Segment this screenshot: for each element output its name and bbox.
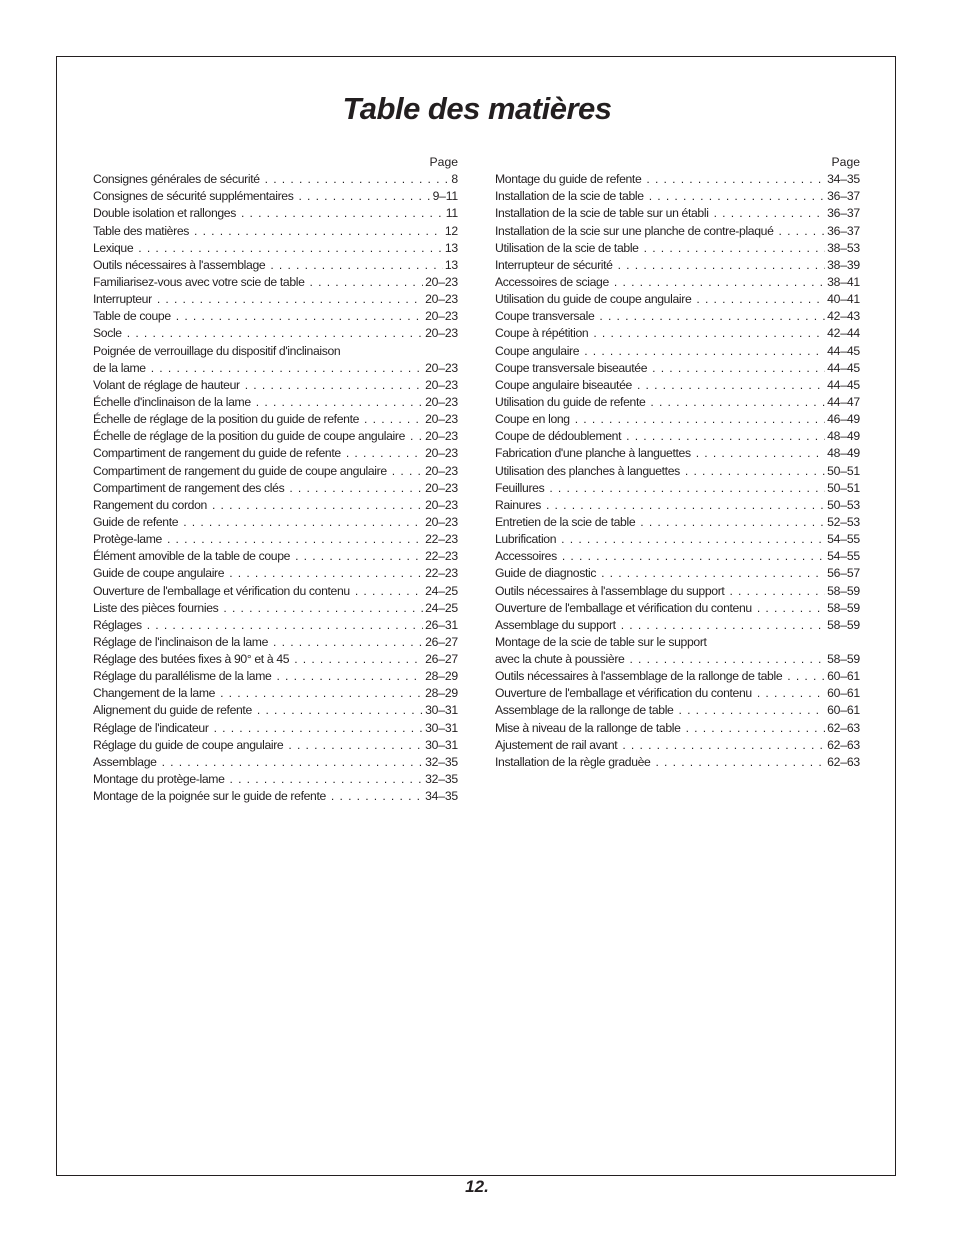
dot-leader bbox=[714, 205, 826, 222]
toc-entry-page: 62–63 bbox=[827, 737, 860, 752]
toc-entry-label: Ouverture de l'emballage et vérification du contenu bbox=[495, 600, 752, 615]
toc-entry-label: Montage du guide de refente bbox=[495, 172, 642, 187]
toc-entry bbox=[495, 291, 860, 308]
toc-entry-label: Table des matières bbox=[93, 223, 189, 238]
dot-leader bbox=[575, 411, 825, 428]
dot-leader bbox=[176, 308, 423, 325]
toc-entry bbox=[495, 565, 860, 582]
dot-leader bbox=[622, 737, 825, 754]
dot-leader bbox=[621, 617, 825, 634]
toc-entry bbox=[495, 514, 860, 531]
toc-entry-page: 20–23 bbox=[425, 463, 458, 478]
toc-entry bbox=[495, 617, 860, 634]
toc-entry-page: 32–35 bbox=[425, 754, 458, 769]
toc-entry-label: Réglage du parallélisme de la lame bbox=[93, 669, 272, 684]
toc-entry bbox=[495, 651, 860, 668]
toc-entry bbox=[495, 548, 860, 565]
dot-leader bbox=[644, 240, 825, 257]
dot-leader bbox=[364, 411, 423, 428]
toc-entry-page: 12 bbox=[444, 223, 458, 238]
toc-entry-label: Utilisation du guide de refente bbox=[495, 394, 646, 409]
toc-entry bbox=[93, 394, 458, 411]
toc-entries-right bbox=[495, 171, 860, 771]
toc-left-column bbox=[93, 154, 458, 805]
toc-entry-label: Coupe angulaire bbox=[495, 343, 580, 358]
toc-entry-label: Compartiment de rangement du guide de refente bbox=[93, 446, 341, 461]
toc-entry-page: 22–23 bbox=[425, 566, 458, 581]
toc-entry-label: Coupe à répétition bbox=[495, 326, 589, 341]
toc-entry bbox=[495, 480, 860, 497]
toc-entry-label: Réglage des butées fixes à 90° et à 45 bbox=[93, 652, 290, 667]
dot-leader bbox=[614, 274, 825, 291]
dot-leader bbox=[410, 428, 423, 445]
toc-entry-label: Échelle de réglage de la position du guide de coupe angulaire bbox=[93, 429, 406, 444]
toc-entry-page: 56–57 bbox=[827, 566, 860, 581]
toc-entry-label: Élément amovible de la table de coupe bbox=[93, 549, 291, 564]
toc-entry bbox=[495, 583, 860, 600]
dot-leader bbox=[270, 257, 443, 274]
dot-leader bbox=[584, 343, 825, 360]
toc-entry bbox=[93, 223, 458, 240]
toc-entry bbox=[495, 428, 860, 445]
toc-entry-label: Feuillures bbox=[495, 480, 545, 495]
dot-leader bbox=[392, 463, 423, 480]
toc-entry-page: 50–51 bbox=[827, 463, 860, 478]
dot-leader bbox=[138, 240, 443, 257]
toc-entry bbox=[93, 583, 458, 600]
toc-entry-label: Volant de réglage de hauteur bbox=[93, 377, 240, 392]
dot-leader bbox=[626, 428, 825, 445]
toc-entry-page: 26–27 bbox=[425, 634, 458, 649]
toc-entry bbox=[495, 463, 860, 480]
toc-entry bbox=[93, 720, 458, 737]
toc-entry-page: 36–37 bbox=[827, 206, 860, 221]
toc-entry-page: 22–23 bbox=[425, 532, 458, 547]
toc-entry-page: 58–59 bbox=[827, 652, 860, 667]
toc-entry-label: Coupe transversale bbox=[495, 309, 595, 324]
dot-leader bbox=[289, 480, 423, 497]
toc-entry-page: 38–53 bbox=[827, 240, 860, 255]
toc-entry bbox=[495, 445, 860, 462]
dot-leader bbox=[629, 651, 825, 668]
toc-entry-page: 30–31 bbox=[425, 737, 458, 752]
toc-entry-page: 13 bbox=[444, 240, 458, 255]
toc-entry bbox=[495, 171, 860, 188]
dot-leader bbox=[601, 565, 825, 582]
toc-entry-page: 50–53 bbox=[827, 497, 860, 512]
toc-entry bbox=[93, 497, 458, 514]
toc-entry-page: 48–49 bbox=[827, 429, 860, 444]
dot-leader bbox=[127, 325, 423, 342]
toc-entry bbox=[93, 445, 458, 462]
toc-entry-page: 22–23 bbox=[425, 549, 458, 564]
toc-entry-page: 52–53 bbox=[827, 514, 860, 529]
toc-entry-label: Coupe en long bbox=[495, 412, 570, 427]
toc-entry-page: 44–45 bbox=[827, 360, 860, 375]
toc-entry-page: 20–23 bbox=[425, 394, 458, 409]
toc-entry bbox=[93, 428, 458, 445]
toc-entry bbox=[495, 411, 860, 428]
toc-entry bbox=[93, 240, 458, 257]
toc-entry-label: Rangement du cordon bbox=[93, 497, 207, 512]
toc-entry-label: de la lame bbox=[93, 360, 146, 375]
toc-entry bbox=[495, 600, 860, 617]
toc-entry-label: Alignement du guide de refente bbox=[93, 703, 252, 718]
toc-entry bbox=[495, 394, 860, 411]
toc-entry bbox=[495, 377, 860, 394]
toc-entry-label: Réglage de l'indicateur bbox=[93, 720, 209, 735]
dot-leader bbox=[757, 685, 825, 702]
toc-entry-page: 20–23 bbox=[425, 292, 458, 307]
dot-leader bbox=[637, 377, 825, 394]
dot-leader bbox=[787, 668, 825, 685]
toc-entry bbox=[93, 171, 458, 188]
dot-leader bbox=[561, 531, 825, 548]
toc-entry bbox=[93, 651, 458, 668]
toc-entry bbox=[495, 668, 860, 685]
toc-entry bbox=[495, 497, 860, 514]
toc-entry-label: avec la chute à poussière bbox=[495, 652, 625, 667]
toc-entry-label: Montage du protège-lame bbox=[93, 772, 225, 787]
dot-leader bbox=[729, 583, 825, 600]
toc-entry bbox=[495, 325, 860, 342]
dot-leader bbox=[640, 514, 825, 531]
toc-entry-page: 24–25 bbox=[425, 583, 458, 598]
toc-entry-label: Interrupteur bbox=[93, 292, 152, 307]
toc-entry-label: Installation de la scie de table sur un établi bbox=[495, 206, 709, 221]
dot-leader bbox=[256, 394, 423, 411]
toc-entry-label: Coupe de dédoublement bbox=[495, 429, 622, 444]
toc-entry bbox=[93, 668, 458, 685]
toc-entry-page: 20–23 bbox=[425, 446, 458, 461]
toc-entries-left bbox=[93, 171, 458, 805]
dot-leader bbox=[593, 325, 825, 342]
toc-entry bbox=[93, 685, 458, 702]
toc-entry-label: Installation de la scie sur une planche de contre-plaqué bbox=[495, 223, 774, 238]
toc-entry bbox=[495, 188, 860, 205]
toc-entry-page: 20–23 bbox=[425, 309, 458, 324]
toc-entry bbox=[93, 737, 458, 754]
dot-leader bbox=[194, 223, 443, 240]
toc-entry-page: 20–23 bbox=[425, 360, 458, 375]
toc-entry-page: 60–61 bbox=[827, 703, 860, 718]
toc-entry-page: 34–35 bbox=[827, 172, 860, 187]
page-number: 12. bbox=[465, 1177, 489, 1196]
toc-entry bbox=[93, 600, 458, 617]
dot-leader bbox=[276, 668, 423, 685]
dot-leader bbox=[599, 308, 825, 325]
dot-leader bbox=[355, 583, 423, 600]
toc-entry bbox=[93, 377, 458, 394]
toc-entry-label: Double isolation et rallonges bbox=[93, 206, 236, 221]
toc-entry-label: Outils nécessaires à l'assemblage bbox=[93, 257, 266, 272]
toc-entry-label: Compartiment de rangement des clés bbox=[93, 480, 285, 495]
page-column-header: Page bbox=[429, 155, 458, 169]
dot-leader bbox=[229, 565, 423, 582]
toc-entry bbox=[93, 771, 458, 788]
toc-entry-label: Accessoires de sciage bbox=[495, 274, 609, 289]
toc-entry-label: Ouverture de l'emballage et vérification du contenu bbox=[495, 686, 752, 701]
dot-leader bbox=[779, 223, 826, 240]
toc-entry bbox=[93, 308, 458, 325]
toc-entry bbox=[93, 480, 458, 497]
toc-entry-label: Utilisation du guide de coupe angulaire bbox=[495, 292, 692, 307]
toc-entry-label: Échelle de réglage de la position du guide de refente bbox=[93, 412, 360, 427]
page-column-header: Page bbox=[831, 155, 860, 169]
dot-leader bbox=[696, 445, 825, 462]
toc-entry-page: 26–27 bbox=[425, 652, 458, 667]
toc-entry-page: 54–55 bbox=[827, 549, 860, 564]
toc-entry-label: Coupe transversale biseautée bbox=[495, 360, 648, 375]
toc-entry-page: 8 bbox=[451, 172, 458, 187]
toc-entry-page: 40–41 bbox=[827, 292, 860, 307]
toc-entry-page: 34–35 bbox=[425, 789, 458, 804]
toc-entry-page: 58–59 bbox=[827, 617, 860, 632]
toc-entry-label: Consignes générales de sécurité bbox=[93, 172, 260, 187]
toc-entry-page: 20–23 bbox=[425, 274, 458, 289]
dot-leader bbox=[288, 737, 423, 754]
toc-entry bbox=[93, 531, 458, 548]
dot-leader bbox=[562, 548, 825, 565]
toc-entry-label: Outils nécessaires à l'assemblage du support bbox=[495, 583, 725, 598]
toc-entry-page: 36–37 bbox=[827, 189, 860, 204]
toc-entry bbox=[93, 205, 458, 222]
toc-entry bbox=[93, 411, 458, 428]
dot-leader bbox=[686, 720, 826, 737]
toc-entry-label: Consignes de sécurité supplémentaires bbox=[93, 189, 294, 204]
toc-entry-label: Interrupteur de sécurité bbox=[495, 257, 613, 272]
dot-leader bbox=[265, 171, 450, 188]
toc-entry bbox=[495, 308, 860, 325]
toc-entry bbox=[495, 531, 860, 548]
toc-entry-label: Ajustement de rail avant bbox=[495, 737, 618, 752]
toc-entry bbox=[495, 205, 860, 222]
toc-entry-label: Ouverture de l'emballage et vérification du contenu bbox=[93, 583, 350, 598]
toc-entry bbox=[495, 360, 860, 377]
dot-leader bbox=[294, 651, 423, 668]
toc-entry bbox=[495, 240, 860, 257]
toc-entry-page: 9–11 bbox=[432, 189, 458, 204]
toc-entry-label: Lubrification bbox=[495, 532, 557, 547]
toc-entry-page: 20–23 bbox=[425, 429, 458, 444]
toc-entry bbox=[93, 565, 458, 582]
toc-entry-label: Familiarisez-vous avec votre scie de table bbox=[93, 274, 305, 289]
toc-entry-page: 54–55 bbox=[827, 532, 860, 547]
toc-entry bbox=[93, 257, 458, 274]
toc-entry bbox=[93, 617, 458, 634]
toc-entry-page: 44–47 bbox=[827, 394, 860, 409]
dot-leader bbox=[151, 360, 423, 377]
toc-entry-page: 38–41 bbox=[827, 274, 860, 289]
toc-entry-page: 28–29 bbox=[425, 669, 458, 684]
dot-leader bbox=[646, 171, 825, 188]
toc-entry-page: 28–29 bbox=[425, 686, 458, 701]
toc-entry-label: Réglage de l'inclinaison de la lame bbox=[93, 634, 269, 649]
toc-entry bbox=[93, 788, 458, 805]
dot-leader bbox=[223, 600, 423, 617]
dot-leader bbox=[245, 377, 423, 394]
toc-entry-page: 13 bbox=[444, 257, 458, 272]
dot-leader bbox=[230, 771, 424, 788]
toc-entry-page: 36–37 bbox=[827, 223, 860, 238]
toc-entry bbox=[495, 703, 860, 720]
toc-entry bbox=[495, 720, 860, 737]
toc-right-column bbox=[495, 154, 860, 771]
toc-entry-label: Table de coupe bbox=[93, 309, 171, 324]
toc-entry-page: 46–49 bbox=[827, 412, 860, 427]
dot-leader bbox=[618, 257, 826, 274]
toc-entry-page: 58–59 bbox=[827, 600, 860, 615]
dot-leader bbox=[220, 685, 423, 702]
toc-entry bbox=[93, 274, 458, 291]
toc-entry bbox=[93, 291, 458, 308]
toc-entry-page: 20–23 bbox=[425, 326, 458, 341]
toc-entry-label: Outils nécessaires à l'assemblage de la rallonge de table bbox=[495, 669, 783, 684]
toc-entry-label: Guide de coupe angulaire bbox=[93, 566, 225, 581]
dot-leader bbox=[650, 394, 825, 411]
dot-leader bbox=[549, 480, 825, 497]
toc-entry-page: 42–44 bbox=[827, 326, 860, 341]
toc-entry-heading: Poignée de verrouillage du dispositif d'inclinaison bbox=[93, 343, 341, 358]
toc-entry bbox=[495, 685, 860, 702]
toc-entry bbox=[495, 754, 860, 771]
dot-leader bbox=[696, 291, 825, 308]
toc-entry bbox=[495, 343, 860, 360]
toc-entry-page: 48–49 bbox=[827, 446, 860, 461]
toc-entry-label: Installation de la scie de table bbox=[495, 189, 644, 204]
toc-entry bbox=[93, 360, 458, 377]
toc-entry-page: 44–45 bbox=[827, 377, 860, 392]
toc-entry-label: Utilisation des planches à languettes bbox=[495, 463, 680, 478]
toc-entry-page: 38–39 bbox=[827, 257, 860, 272]
toc-entry-page: 20–23 bbox=[425, 377, 458, 392]
toc-entry-label: Compartiment de rangement du guide de coupe angulaire bbox=[93, 463, 387, 478]
dot-leader bbox=[212, 497, 423, 514]
dot-leader bbox=[162, 754, 424, 771]
dot-leader bbox=[214, 720, 424, 737]
toc-entry-label: Rainures bbox=[495, 497, 541, 512]
toc-entry-label: Entretien de la scie de table bbox=[495, 514, 636, 529]
toc-entry-page: 50–51 bbox=[827, 480, 860, 495]
toc-entry bbox=[93, 188, 458, 205]
toc-entry-label: Guide de diagnostic bbox=[495, 566, 597, 581]
dot-leader bbox=[147, 617, 423, 634]
dot-leader bbox=[346, 445, 423, 462]
dot-leader bbox=[546, 497, 825, 514]
toc-entry bbox=[93, 463, 458, 480]
toc-entry-label: Fabrication d'une planche à languettes bbox=[495, 446, 691, 461]
toc-entry-page: 44–45 bbox=[827, 343, 860, 358]
toc-entry-page: 20–23 bbox=[425, 480, 458, 495]
toc-entry-label: Socle bbox=[93, 326, 122, 341]
dot-leader bbox=[167, 531, 423, 548]
toc-entry-label: Réglages bbox=[93, 617, 142, 632]
toc-entry bbox=[495, 274, 860, 291]
toc-entry-label: Montage de la poignée sur le guide de refente bbox=[93, 789, 326, 804]
dot-leader bbox=[331, 788, 423, 805]
toc-entry-label: Guide de refente bbox=[93, 514, 179, 529]
toc-entry-label: Échelle d'inclinaison de la lame bbox=[93, 394, 251, 409]
toc-entry-page: 20–23 bbox=[425, 497, 458, 512]
toc-entry-page: 26–31 bbox=[425, 617, 458, 632]
dot-leader bbox=[298, 188, 430, 205]
dot-leader bbox=[273, 634, 423, 651]
toc-entry-page: 30–31 bbox=[425, 703, 458, 718]
toc-entry bbox=[93, 634, 458, 651]
toc-entry-label: Mise à niveau de la rallonge de table bbox=[495, 720, 681, 735]
toc-entry-label: Réglage du guide de coupe angulaire bbox=[93, 737, 284, 752]
dot-leader bbox=[685, 463, 825, 480]
toc-entry-label: Assemblage de la rallonge de table bbox=[495, 703, 674, 718]
toc-entry-page: 42–43 bbox=[827, 309, 860, 324]
dot-leader bbox=[652, 360, 825, 377]
toc-entry-label: Assemblage bbox=[93, 754, 157, 769]
toc-entry bbox=[93, 703, 458, 720]
dot-leader bbox=[157, 291, 423, 308]
toc-entry-page: 32–35 bbox=[425, 772, 458, 787]
dot-leader bbox=[655, 754, 825, 771]
dot-leader bbox=[757, 600, 825, 617]
toc-entry-label: Liste des pièces fournies bbox=[93, 600, 219, 615]
toc-entry-page: 30–31 bbox=[425, 720, 458, 735]
toc-entry-page: 60–61 bbox=[827, 669, 860, 684]
toc-entry bbox=[495, 257, 860, 274]
toc-entry-label: Installation de la règle graduèe bbox=[495, 754, 651, 769]
dot-leader bbox=[257, 703, 423, 720]
toc-entry bbox=[93, 754, 458, 771]
dot-leader bbox=[241, 205, 444, 222]
toc-entry-page: 24–25 bbox=[425, 600, 458, 615]
toc-entry-page: 62–63 bbox=[827, 754, 860, 769]
toc-entry-page: 20–23 bbox=[425, 514, 458, 529]
toc-entry-page: 62–63 bbox=[827, 720, 860, 735]
page-title: Table des matières bbox=[342, 91, 612, 126]
dot-leader bbox=[295, 548, 423, 565]
toc-entry-label: Lexique bbox=[93, 240, 134, 255]
toc-entry bbox=[93, 514, 458, 531]
toc-entry-heading: Montage de la scie de table sur le support bbox=[495, 634, 707, 649]
dot-leader bbox=[679, 703, 826, 720]
toc-entry bbox=[495, 737, 860, 754]
dot-leader bbox=[310, 274, 424, 291]
toc-entry-page: 20–23 bbox=[425, 412, 458, 427]
toc-entry-label: Assemblage du support bbox=[495, 617, 616, 632]
toc-entry-label: Changement de la lame bbox=[93, 686, 216, 701]
toc-entry-label: Protège-lame bbox=[93, 532, 162, 547]
toc-entry bbox=[93, 325, 458, 342]
toc-entry-label: Utilisation de la scie de table bbox=[495, 240, 639, 255]
toc-entry-label: Coupe angulaire biseautée bbox=[495, 377, 632, 392]
toc-entry-label: Accessoires bbox=[495, 549, 557, 564]
toc-entry bbox=[93, 548, 458, 565]
dot-leader bbox=[183, 514, 423, 531]
toc-entry-page: 58–59 bbox=[827, 583, 860, 598]
dot-leader bbox=[649, 188, 825, 205]
toc-entry-page: 11 bbox=[445, 206, 458, 221]
toc-entry-page: 60–61 bbox=[827, 686, 860, 701]
toc-entry bbox=[495, 223, 860, 240]
